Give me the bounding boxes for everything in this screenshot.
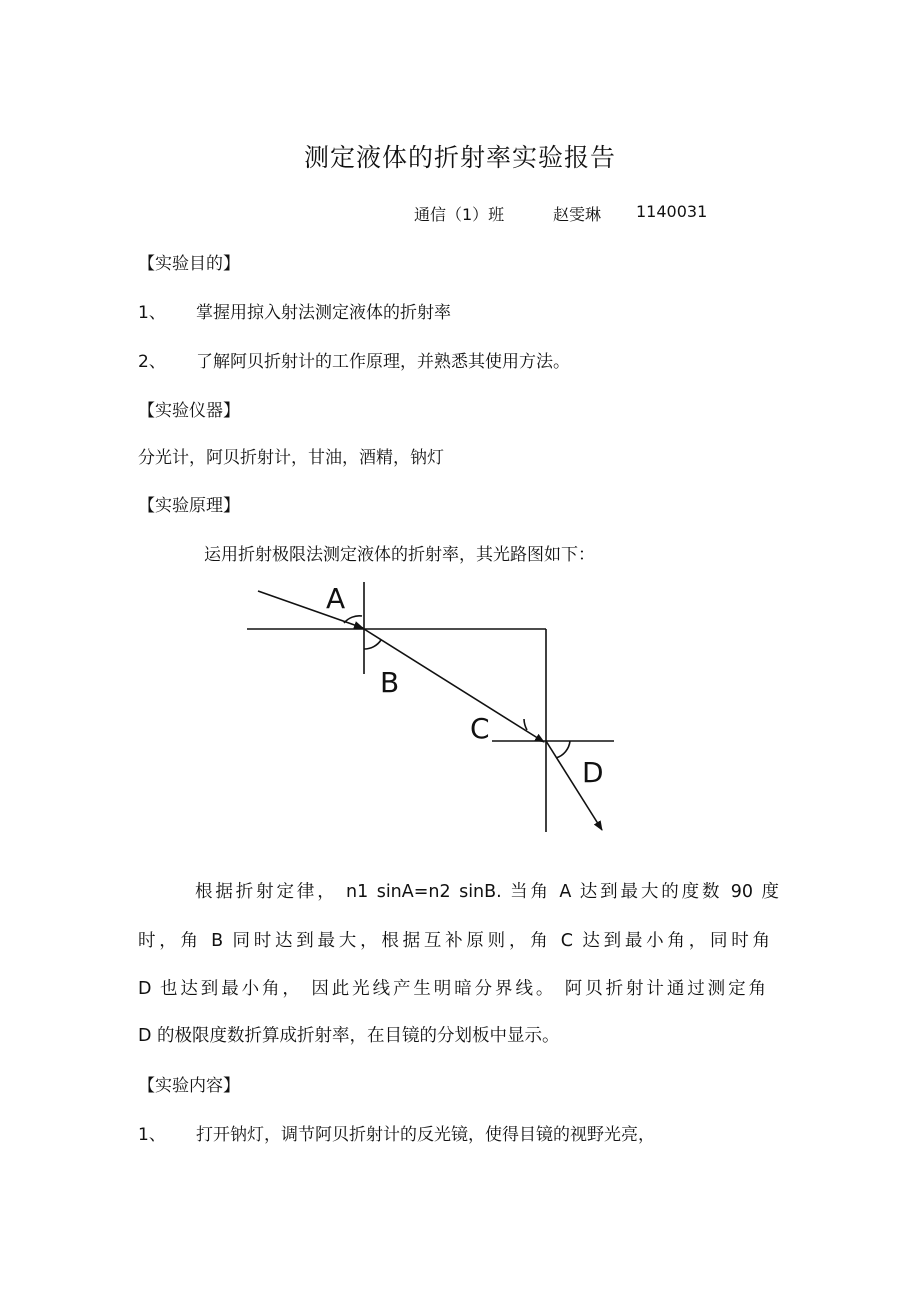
content-item-number: 1、 bbox=[138, 1125, 166, 1145]
purpose-item-text: 掌握用掠入射法测定液体的折射率 bbox=[196, 303, 451, 323]
angle-d-arc bbox=[556, 741, 570, 758]
principle-line: 时，角 B 同时达到最大，根据互补原则，角 C 达到最小角，同时角 bbox=[138, 931, 770, 951]
class-name: 通信（1）班 bbox=[414, 205, 505, 224]
principle-heading: 【实验原理】 bbox=[138, 496, 240, 516]
principle-intro: 运用折射极限法测定液体的折射率，其光路图如下： bbox=[204, 545, 595, 565]
document-title: 测定液体的折射率实验报告 bbox=[303, 143, 616, 172]
content-heading: 【实验内容】 bbox=[138, 1076, 240, 1096]
purpose-item-text: 了解阿贝折射计的工作原理，并熟悉其使用方法。 bbox=[196, 352, 570, 372]
instruments-heading: 【实验仪器】 bbox=[138, 401, 240, 421]
principle-line: D 的极限度数折算成折射率，在目镜的分划板中显示。 bbox=[138, 1026, 560, 1046]
student-name: 赵雯琳 bbox=[553, 205, 602, 224]
optical-path-diagram bbox=[230, 570, 630, 845]
angle-c-arc bbox=[524, 719, 527, 730]
angle-c-label: C bbox=[470, 712, 490, 745]
principle-line: 根据折射定律， n1 sinA=n2 sinB. 当角 A 达到最大的度数 90 度 bbox=[195, 882, 779, 902]
incident-ray bbox=[258, 591, 363, 628]
purpose-heading: 【实验目的】 bbox=[138, 254, 240, 274]
angle-a-label: A bbox=[326, 582, 346, 615]
principle-line: D 也达到最小角， 因此光线产生明暗分界线。 阿贝折射计通过测定角 bbox=[138, 979, 766, 999]
purpose-item-number: 1、 bbox=[138, 303, 166, 323]
angle-b-arc bbox=[364, 640, 381, 649]
instruments-list: 分光计，阿贝折射计，甘油，酒精，钠灯 bbox=[138, 448, 444, 468]
angle-b-label: B bbox=[380, 666, 400, 699]
purpose-item-number: 2、 bbox=[138, 352, 166, 372]
angle-d-label: D bbox=[582, 756, 604, 789]
content-item-text: 打开钠灯，调节阿贝折射计的反光镜，使得目镜的视野光亮， bbox=[196, 1125, 655, 1145]
student-id: 1140031 bbox=[636, 202, 708, 221]
